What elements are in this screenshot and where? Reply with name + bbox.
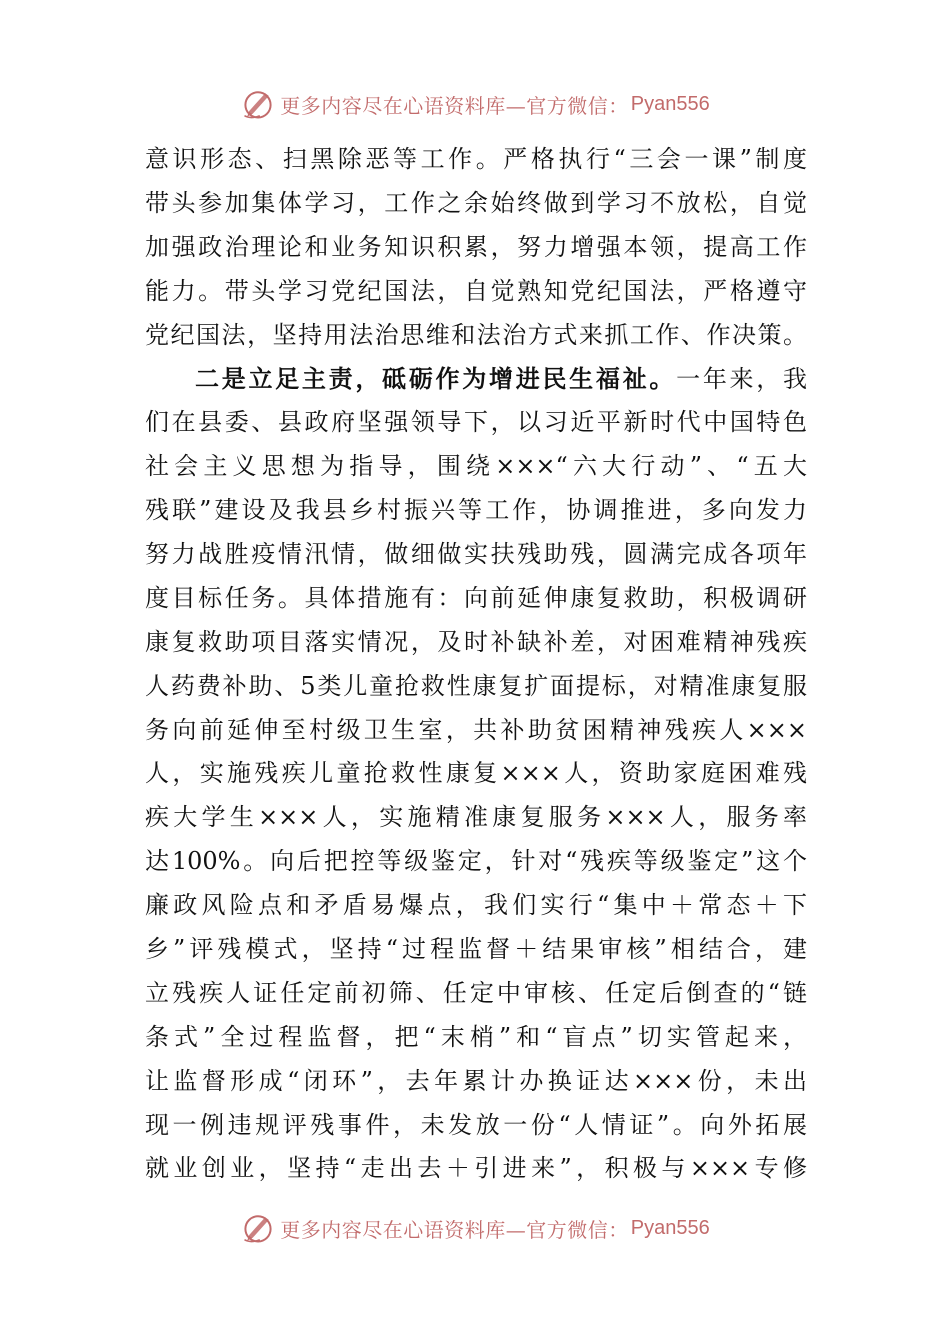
text-line: 社会主义思想为指导，围绕×××“六大行动”、“五大	[145, 452, 807, 481]
text-line: 疾大学生×××人，实施精准康复服务×××人，服务率	[145, 803, 807, 832]
text-line: 们在县委、县政府坚强领导下，以习近平新时代中国特色	[145, 408, 807, 437]
text-line: 能力。带头学习党纪国法，自觉熟知党纪国法，严格遵守	[145, 276, 807, 305]
watermark-text: 更多内容尽在心语资料库—官方微信：	[280, 1217, 629, 1242]
text-line: 务向前延伸至村级卫生室，共补助贫困精神残疾人×××	[145, 715, 807, 744]
text-line: 努力战胜疫情汛情，做细做实扶残助残，圆满完成各项年	[145, 540, 807, 569]
text-line: 党纪国法，坚持用法治思维和法治方式来抓工作、作决策。	[145, 320, 807, 349]
document-body	[145, 138, 807, 1191]
text-line: 条式”全过程监督，把“末梢”和“盲点”切实管起来，	[145, 1022, 807, 1051]
watermark-account: Pyan556	[630, 1216, 710, 1239]
heading-line-text: 一年来，我	[676, 365, 807, 394]
text-line: 廉政风险点和矛盾易爆点，我们实行“集中＋常态＋下	[145, 891, 807, 920]
text-line: 让监督形成“闭环”，去年累计办换证达×××份，未出	[145, 1066, 807, 1095]
section-heading: 二是立足主责，砥砺作为增进民生福祉。	[195, 364, 677, 394]
text-line: 带头参加集体学习，工作之余始终做到学习不放松，自觉	[145, 188, 807, 217]
text-line: 就业创业，坚持“走出去＋引进来”，积极与×××专修	[145, 1154, 807, 1183]
text-line: 度目标任务。具体措施有：向前延伸康复救助，积极调研	[145, 583, 807, 612]
text-line: 人药费补助、5类儿童抢救性康复扩面提标，对精准康复服	[145, 671, 807, 700]
text-line: 乡”评残模式，坚持“过程监督＋结果审核”相结合，建	[145, 935, 807, 964]
text-line: 加强政治理论和业务知识积累，努力增强本领，提高工作	[145, 232, 807, 261]
paragraph-heading-line	[145, 357, 807, 401]
watermark-text: 更多内容尽在心语资料库—官方微信：	[280, 93, 629, 118]
text-line: 现一例违规评残事件，未发放一份“人情证”。向外拓展	[145, 1110, 807, 1139]
text-line: 立残疾人证任定前初筛、任定中审核、任定后倒查的“链	[145, 978, 807, 1007]
text-line: 达100%。向后把控等级鉴定，针对“残疾等级鉴定”这个	[145, 847, 807, 876]
text-line: 残联”建设及我县乡村振兴等工作，协调推进，多向发力	[145, 496, 807, 525]
pen-seal-logo-icon	[240, 1210, 276, 1246]
header-watermark	[0, 84, 950, 124]
text-line: 意识形态、扫黑除恶等工作。严格执行“三会一课”制度	[145, 145, 807, 173]
watermark-account: Pyan556	[630, 92, 710, 115]
text-line: 康复救助项目落实情况，及时补缺补差，对困难精神残疾	[145, 627, 807, 656]
text-line: 人，实施残疾儿童抢救性康复×××人，资助家庭困难残	[145, 759, 807, 788]
footer-watermark	[0, 1208, 950, 1248]
pen-seal-logo-icon	[240, 86, 276, 122]
